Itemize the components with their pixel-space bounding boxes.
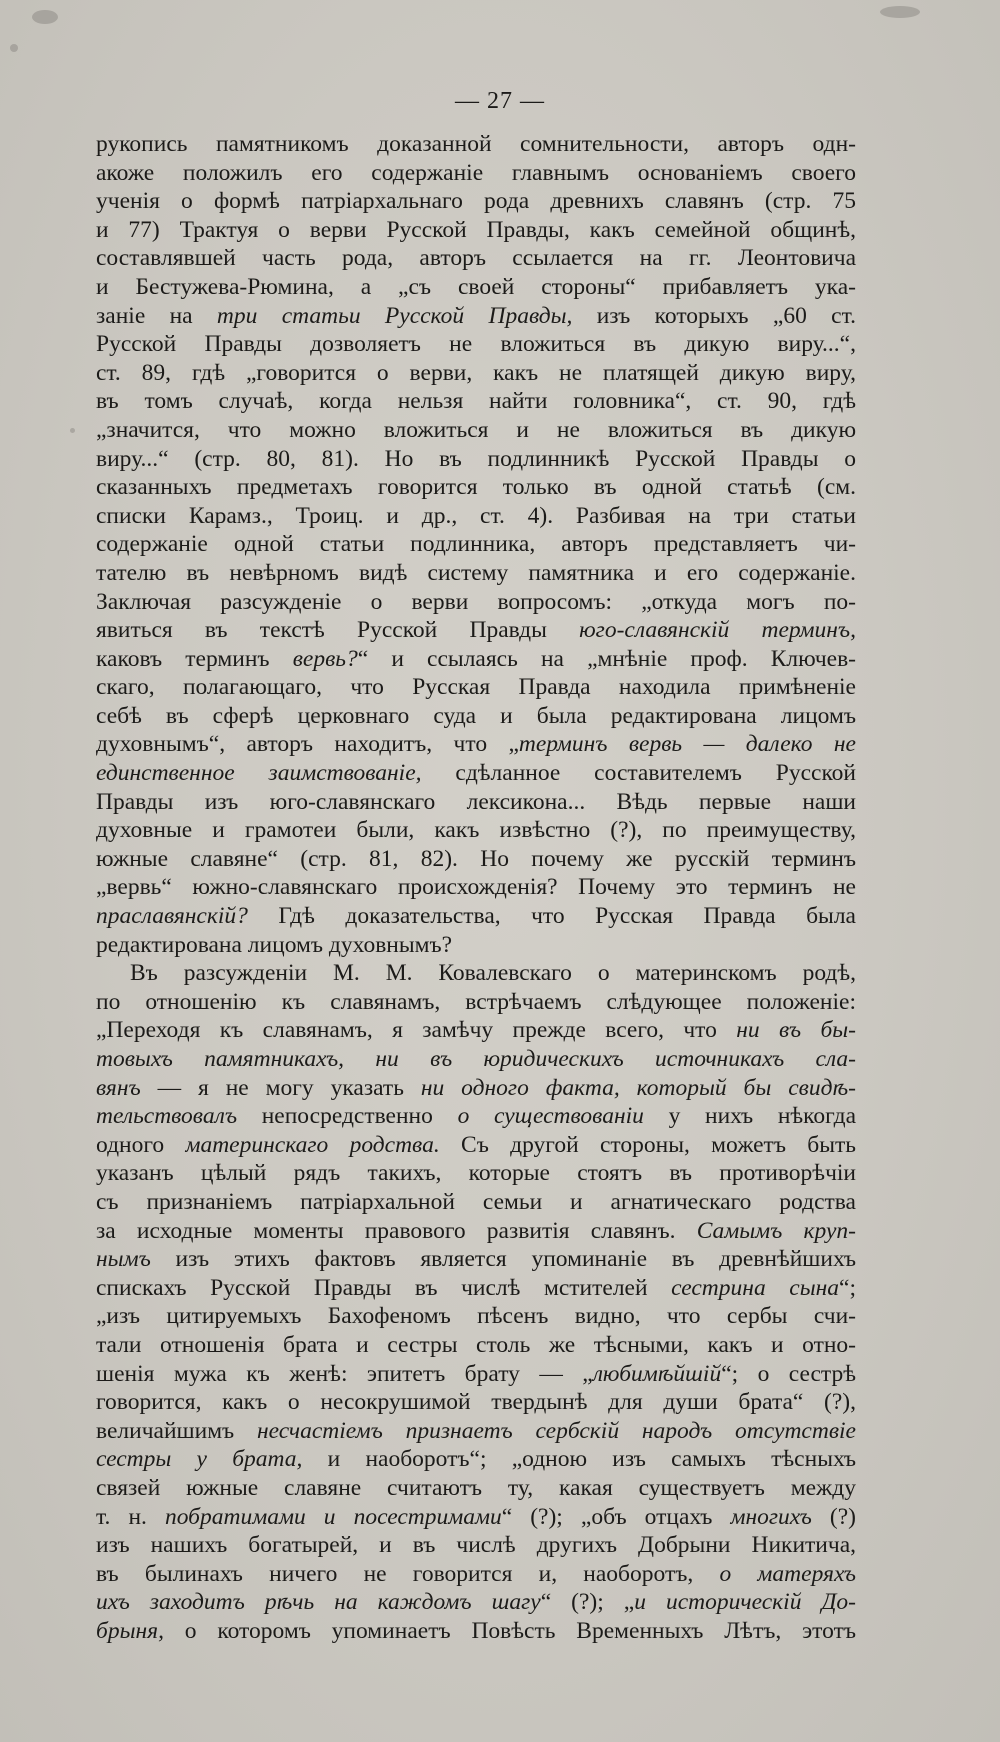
- text-segment: себѣ въ сферѣ церковнаго суда и была редактирована лицомъ: [96, 702, 856, 729]
- body-text: [96, 130, 856, 1645]
- text-line: [96, 1188, 856, 1217]
- text-line: [96, 759, 856, 788]
- text-line: [96, 359, 856, 388]
- text-segment: изъ этихъ фактовъ является упоминанiе въ древнѣйшихъ: [150, 1246, 856, 1273]
- text-segment: тали отношенiя брата и сестры столь же тѣсными, какъ и отно-: [96, 1331, 856, 1358]
- text-line: [96, 873, 856, 902]
- text-segment: говорится, какъ о несокрушимой твердынѣ для души брата“ (?),: [96, 1389, 856, 1416]
- italic-text: ни въ юридическихъ источникахъ сла-: [375, 1046, 856, 1072]
- text-line: [96, 1445, 856, 1474]
- italic-text: несчастiемъ признаетъ сербскiй народъ отсутствiе: [257, 1417, 856, 1444]
- text-segment: “ (?); „: [540, 1589, 635, 1616]
- text-segment: шенiя мужа къ женѣ: эпитетъ брату — „: [96, 1360, 593, 1387]
- text-segment: съ признанiемъ патрiархальной семьи и агнатическаго родства: [96, 1188, 856, 1215]
- italic-text: ихъ заходитъ рѣчь на каждомъ шагу: [96, 1589, 541, 1616]
- italic-text: ни въ бы-: [736, 1017, 856, 1044]
- paper-speck: [10, 44, 18, 52]
- text-segment: непосредственно: [237, 1103, 458, 1130]
- text-segment: и 77) Трактуя о верви Русской Правды, какъ семейной общинѣ,: [96, 216, 856, 243]
- text-line: [96, 1274, 856, 1303]
- text-segment: (?): [811, 1503, 856, 1530]
- italic-text: ни одного факта, который бы свидѣ-: [420, 1074, 856, 1101]
- text-segment: одного: [96, 1131, 186, 1158]
- text-segment: южные славяне“ (стр. 81, 82). Но почему же русскiй терминъ: [96, 845, 856, 872]
- text-line: [96, 559, 856, 588]
- text-segment: изъ нашихъ богатырей, и въ числѣ другихъ Добрыни Никитича,: [96, 1532, 856, 1559]
- text-line: [96, 788, 856, 817]
- text-segment: за исходные моменты правового развитiя славянъ.: [96, 1217, 697, 1244]
- text-line: [96, 1131, 856, 1160]
- text-line: [96, 1074, 856, 1103]
- text-line: [96, 902, 856, 931]
- text-line: [96, 1503, 856, 1532]
- text-segment: т. н.: [96, 1503, 165, 1530]
- text-line: [96, 1045, 856, 1074]
- text-segment: сказанныхъ предметахъ говорится только въ одной статьѣ (см.: [96, 474, 856, 501]
- text-line: [96, 1617, 856, 1646]
- text-line: [96, 988, 856, 1017]
- page-number: — 27 —: [455, 88, 545, 114]
- text-segment: „значится, что можно вложиться и не вложиться въ дикую: [96, 416, 856, 443]
- text-line: [96, 273, 856, 302]
- text-segment: и Бестужева-Рюмина, а „съ своей стороны“ прибавляетъ ука-: [96, 273, 856, 300]
- text-segment: ст. 89, гдѣ „говорится о верви, какъ не платящей дикую виру,: [96, 359, 856, 386]
- text-line: [96, 1531, 856, 1560]
- text-segment: у нихъ нѣкогда: [643, 1103, 856, 1130]
- text-line: [96, 673, 856, 702]
- text-line: [96, 473, 856, 502]
- text-line: [96, 387, 856, 416]
- text-segment: указанъ цѣлый рядъ такихъ, которые стоятъ въ противорѣчiи: [96, 1160, 856, 1187]
- text-segment: явиться въ текстѣ Русской Правды: [96, 617, 580, 644]
- text-segment: рукопись памятникомъ доказанной сомнительности, авторъ одн-: [96, 131, 856, 157]
- paper-speck: [880, 6, 920, 18]
- text-segment: по отношенiю къ славянамъ, встрѣчаемъ слѣдующее положенiе:: [96, 988, 856, 1015]
- text-segment: Русской Правды дозволяетъ не вложиться въ дикую виру...“,: [96, 331, 856, 358]
- text-line: [96, 1388, 856, 1417]
- text-segment: Съ другой стороны, можетъ быть: [439, 1131, 856, 1158]
- italic-text: сестры у брата,: [96, 1446, 303, 1473]
- italic-text: нымъ: [96, 1246, 151, 1273]
- text-segment: духовнымъ“, авторъ находитъ, что „: [96, 731, 519, 758]
- italic-text: тельствовалъ: [96, 1103, 238, 1130]
- italic-text: товыхъ памятникахъ,: [96, 1046, 345, 1072]
- text-line: [96, 931, 856, 960]
- text-segment: сдѣланное составителемъ Русской: [421, 760, 856, 787]
- text-line: [96, 1331, 856, 1360]
- text-segment: „Переходя къ славянамъ, я замѣчу прежде всего, что: [96, 1017, 737, 1044]
- text-line: [96, 130, 856, 159]
- text-segment: — я не могу указать: [140, 1074, 421, 1101]
- text-segment: духовные и грамотеи были, какъ извѣстно (?), по преимуществу,: [96, 817, 856, 844]
- text-segment: Правды изъ юго-славянскаго лексикона... Вѣдь первые наши: [96, 788, 856, 815]
- text-line: [96, 1016, 856, 1045]
- text-segment: величайшимъ: [96, 1417, 258, 1444]
- text-segment: „вервь“ южно-славянскаго происхожденiя? Почему это терминъ не: [96, 874, 856, 901]
- text-segment: акоже положилъ его содержанiе главнымъ основанiемъ своего: [96, 159, 856, 186]
- italic-text: и историческiй До-: [634, 1589, 856, 1616]
- text-line: [96, 330, 856, 359]
- text-line: [96, 702, 856, 731]
- text-segment: въ былинахъ ничего не говорится и, наоборотъ,: [96, 1560, 720, 1587]
- text-line: [96, 216, 856, 245]
- text-segment: виру...“ (стр. 80, 81). Но въ подлинникѣ Русской Правды о: [96, 445, 856, 472]
- italic-text: о матеряхъ: [719, 1560, 856, 1587]
- text-segment: изъ которыхъ „60 ст.: [572, 302, 856, 329]
- text-segment: Гдѣ доказательства, что Русская Правда была: [247, 903, 856, 930]
- text-segment: списки Карамз., Троиц. и др., ст. 4). Разбивая на три статьи: [96, 502, 856, 529]
- text-segment: “;: [839, 1274, 856, 1301]
- text-line: [96, 530, 856, 559]
- text-segment: “; о сестрѣ: [721, 1360, 856, 1387]
- italic-text: брыня,: [96, 1617, 164, 1644]
- paper-speck: [32, 10, 58, 24]
- paper-speck: [70, 428, 75, 433]
- text-segment: составлявшей часть рода, авторъ ссылается на гг. Леонтовича: [96, 245, 856, 272]
- text-segment: [344, 1046, 375, 1072]
- text-line: [96, 502, 856, 531]
- text-line: [96, 1102, 856, 1131]
- text-segment: “ (?); „объ отцахъ: [501, 1503, 731, 1530]
- italic-text: юго-славянскiй терминъ,: [579, 617, 856, 644]
- italic-text: побратимами и посестримами: [164, 1503, 502, 1530]
- text-line: [96, 1417, 856, 1446]
- text-segment: и наоборотъ“; „одною изъ самыхъ тѣсныхъ: [302, 1446, 856, 1473]
- italic-text: Самымъ круп-: [696, 1217, 856, 1244]
- italic-text: многихъ: [730, 1503, 812, 1530]
- text-segment: о которомъ упоминаетъ Повѣсть Временныхъ Лѣтъ, этотъ: [163, 1617, 856, 1644]
- italic-text: терминъ вервь — далеко не: [518, 731, 856, 758]
- text-segment: редактирована лицомъ духовнымъ?: [96, 931, 453, 958]
- text-segment: скаго, полагающаго, что Русская Правда находила примѣненiе: [96, 674, 856, 701]
- text-line: [96, 1360, 856, 1389]
- italic-text: вянъ: [96, 1074, 141, 1101]
- text-segment: каковъ терминъ: [96, 645, 293, 672]
- italic-text: о существованiи: [457, 1103, 644, 1130]
- text-line: [96, 588, 856, 617]
- text-line: [96, 187, 856, 216]
- text-line: [96, 445, 856, 474]
- text-line: [96, 416, 856, 445]
- text-segment: Въ разсужденiи М. М. Ковалевскаго о материнскомъ родѣ,: [130, 960, 856, 987]
- text-line: [96, 1560, 856, 1589]
- text-line: [96, 1588, 856, 1617]
- text-line: [96, 1302, 856, 1331]
- text-line: [96, 302, 856, 331]
- text-line: [96, 645, 856, 674]
- text-line: [96, 959, 856, 988]
- italic-text: сестрина сына: [671, 1274, 840, 1301]
- text-segment: содержанiе одной статьи подлинника, авторъ представляетъ чи-: [96, 531, 856, 558]
- italic-text: три статьи Русской Правды,: [216, 302, 573, 329]
- text-line: [96, 1159, 856, 1188]
- text-segment: въ томъ случаѣ, когда нельзя найти головника“, ст. 90, гдѣ: [96, 388, 856, 415]
- text-line: [96, 730, 856, 759]
- text-segment: “ и ссылаясь на „мнѣнiе проф. Ключев-: [357, 645, 856, 672]
- italic-text: единственное заимствованiе,: [96, 760, 422, 787]
- text-segment: связей южные славяне считаютъ ту, какая существуетъ между: [96, 1474, 856, 1501]
- text-segment: занiе на: [96, 302, 217, 329]
- text-segment: Заключая разсужденiе о верви вопросомъ: „откуда могъ по-: [96, 588, 856, 615]
- text-line: [96, 816, 856, 845]
- text-segment: ученiя о формѣ патрiархальнаго рода древнихъ славянъ (стр. 75: [96, 188, 856, 215]
- italic-text: вервь?: [292, 645, 358, 672]
- text-segment: спискахъ Русской Правды въ числѣ мстителей: [96, 1274, 672, 1301]
- text-line: [96, 1474, 856, 1503]
- text-line: [96, 159, 856, 188]
- text-line: [96, 1217, 856, 1246]
- italic-text: материнскаго родства.: [185, 1131, 440, 1158]
- text-segment: тателю въ невѣрномъ видѣ систему памятника и его содержанiе.: [96, 559, 856, 586]
- italic-text: любимѣйшiй: [592, 1360, 722, 1387]
- text-line: [96, 845, 856, 874]
- text-line: [96, 244, 856, 273]
- text-segment: „изъ цитируемыхъ Бахофеномъ пѣсенъ видно, что сербы счи-: [96, 1303, 856, 1330]
- text-line: [96, 1245, 856, 1274]
- text-line: [96, 616, 856, 645]
- italic-text: праславянскiй?: [96, 903, 248, 930]
